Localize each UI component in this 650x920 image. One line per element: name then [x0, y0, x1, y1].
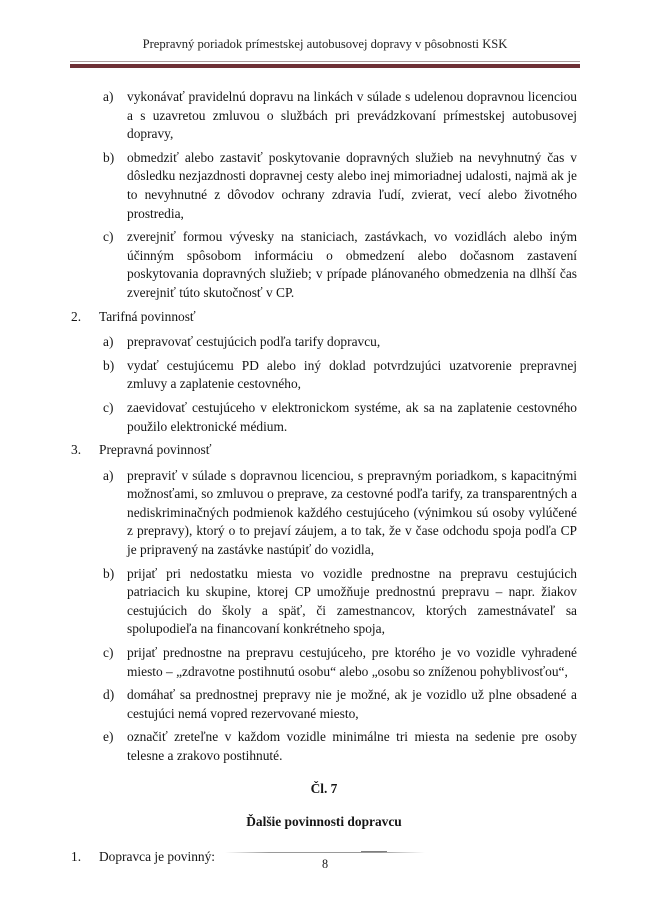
numbered-item-3 — [71, 441, 577, 460]
list-item-2b — [103, 357, 577, 394]
list-item-text: vydať cestujúcemu PD alebo iný doklad potvrdzujúci uzatvorenie prepravnej zmluvy a zaplatenie cestovného, — [127, 357, 577, 392]
list-item-text: prepraviť v súlade s dopravnou licenciou, s prepravným poriadkom, s kapacitnými možnosťami, so zmluvou o preprave, za cestovné podľa tarify, za transparentných a nediskriminačných podmienok každého cestujúceho (výnimkou sú osoby vylúčené z prepravy), ktorý o to prejaví záujem, a to tak, že v čase odchodu spoja podľa CP je pripravený na zastávke nastúpiť do vozidla, — [127, 467, 577, 558]
page-number: 8 — [321, 857, 329, 871]
page-header-title: Prepravný poriadok prímestskej autobusovej dopravy v pôsobnosti KSK — [142, 37, 508, 51]
list-item-text: zaevidovať cestujúceho v elektronickom systéme, ak sa na zaplatenie cestovného použilo elektronické médium. — [127, 399, 577, 434]
numbered-item-number: 3. — [71, 442, 82, 458]
list-item-letter: c) — [103, 229, 114, 245]
list-item-letter: e) — [103, 729, 114, 745]
article-number: Čl. 7 — [310, 780, 338, 796]
header-rule — [70, 61, 580, 68]
list-item-3b — [103, 565, 577, 639]
numbered-item-text: Dopravca je povinný: — [99, 848, 216, 864]
numbered-item-2 — [71, 308, 577, 327]
list-item-2c — [103, 399, 577, 436]
list-item-text: prijať pri nedostatku miesta vo vozidle prednostne na prepravu cestujúcich patriacich ku skupine, ktorej CP umožňuje prednostnú prepravu – napr. žiakov cestujúcich do školy a späť, či zamestnancov, ktorých zamestnávateľ sa spolupodieľa na financovaní konkrétneho spoja, — [127, 565, 577, 637]
list-item-letter: c) — [103, 399, 114, 415]
list-item-c — [103, 228, 577, 302]
footer-rule — [225, 851, 425, 853]
list-item-text: obmedziť alebo zastaviť poskytovanie dopravných služieb na nevyhnutný čas v dôsledku nezjazdnosti dopravnej cesty alebo inej mimoriadnej udalosti, najmä ak je to nevyhnutné z dôvodov ochrany zdravia ľudí, zvierat, vecí alebo životného prostredia, — [127, 149, 577, 221]
numbered-item-number: 1. — [71, 848, 82, 864]
header-rule-thin-line — [70, 61, 580, 62]
list-item-text: domáhať sa prednostnej prepravy nie je možné, ak je vozidlo už plne obsadené a cestujúci nemá vopred rezervované miesto, — [127, 687, 577, 721]
list-item-a — [103, 88, 577, 144]
numbered-item-title: Tarifná povinnosť — [99, 308, 196, 324]
list-item-letter: b) — [103, 149, 115, 165]
list-item-3d — [103, 686, 577, 723]
list-item-letter: b) — [103, 565, 115, 581]
list-item-text: označiť zreteľne v každom vozidle minimálne tri miesta na sedenie pre osoby telesne a zrakovo postihnuté. — [127, 729, 577, 763]
list-item-letter: d) — [103, 687, 115, 703]
page-footer — [0, 848, 650, 872]
list-item-3a — [103, 467, 577, 560]
list-item-letter: a) — [103, 467, 114, 483]
list-item-letter: a) — [103, 334, 114, 350]
list-item-letter: b) — [103, 357, 115, 373]
footer-rule-line — [225, 852, 425, 853]
numbered-item-number: 2. — [71, 308, 82, 324]
list-item-text: zverejniť formou vývesky na staniciach, zastávkach, vo vozidlách alebo iným účinným spôsobom informáciu o obmedzení alebo dočasnom zastavení poskytovania dopravných služieb; v prípade plánovaného obmedzenia na dlhší čas zverejniť túto skutočnosť v CP. — [127, 229, 577, 300]
list-item-b — [103, 149, 577, 223]
list-item-letter: a) — [103, 89, 114, 104]
article-title: Ďalšie povinnosti dopravcu — [246, 814, 402, 830]
list-item-3c — [103, 644, 577, 681]
list-item-2a — [103, 333, 577, 352]
list-item-text: prepravovať cestujúcich podľa tarify dopravcu, — [127, 334, 381, 350]
numbered-item-title: Prepravná povinnosť — [99, 442, 212, 458]
list-item-text: vykonávať pravidelnú dopravu na linkách v súlade s udelenou dopravnou licenciou a s uzavretou zmluvou o službách pri prevádzkovaní prímestskej autobusovej dopravy, — [127, 89, 577, 142]
list-item-text: prijať prednostne na prepravu cestujúceho, pre ktorého je vo vozidle vyhradené miesto – „zdravotne postihnutú osobu“ alebo „osobu so zníženou pohyblivosťou“, — [127, 645, 577, 679]
list-item-3e — [103, 728, 577, 765]
document-body — [0, 68, 650, 866]
list-item-letter: c) — [103, 645, 114, 661]
